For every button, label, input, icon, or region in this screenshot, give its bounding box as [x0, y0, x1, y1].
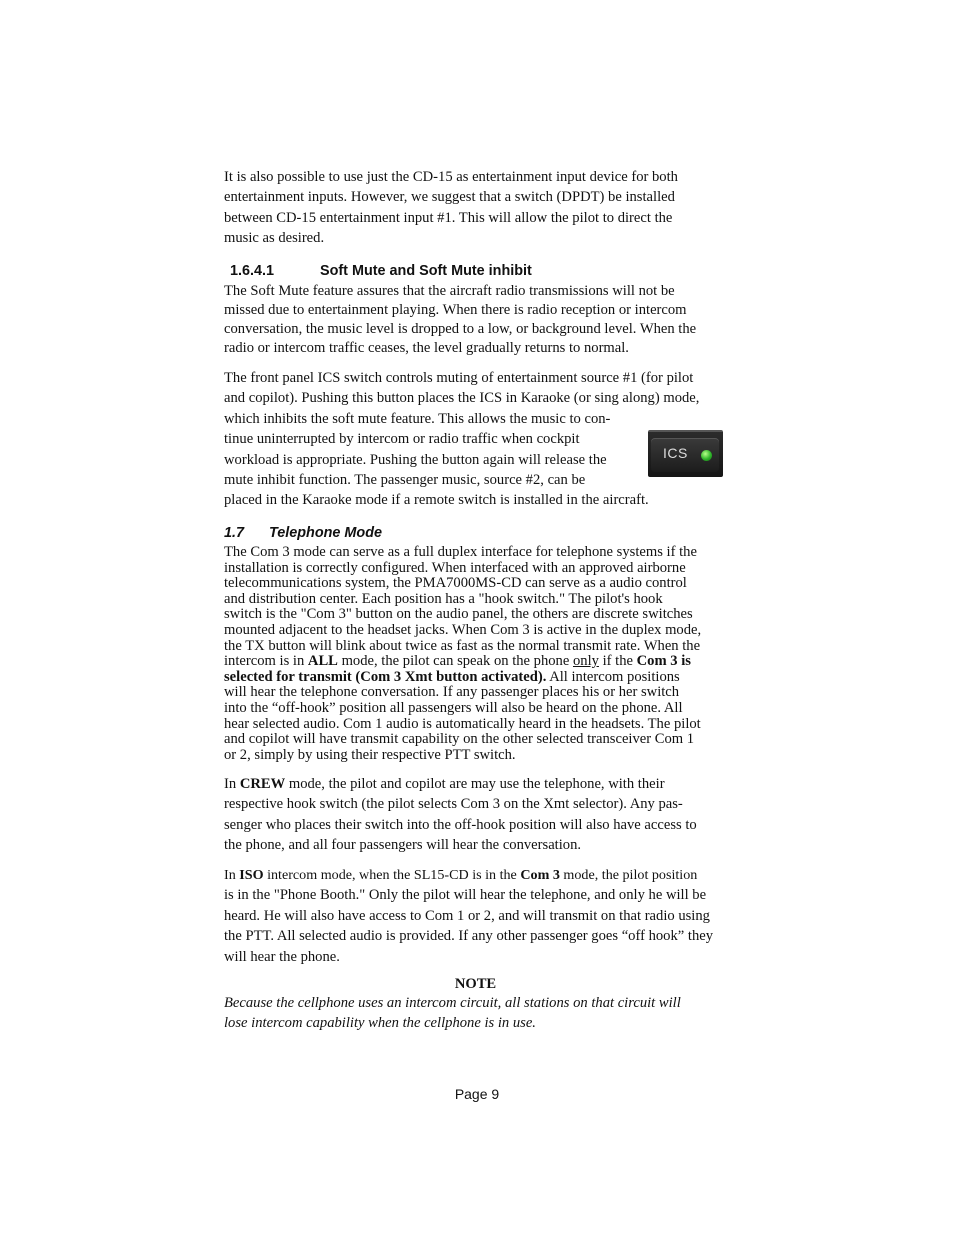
- text-line: installation is correctly configured. When interfaced with an approved airborne: [224, 559, 686, 576]
- text-line: heard. He will also have access to Com 1 or 2, and will transmit on that radio using: [224, 907, 710, 924]
- text-line: the PTT. All selected audio is provided. If any other passenger goes “off hook” they: [224, 928, 714, 945]
- text-run: mode, the pilot can speak on the phone: [337, 653, 573, 670]
- green-led-icon: [701, 450, 712, 461]
- text-line: radio or intercom traffic ceases, the level gradually returns to normal.: [224, 340, 629, 356]
- text-run-bold: ISO: [239, 867, 264, 883]
- section-heading-telephone: [224, 525, 382, 541]
- page-number: Page 9: [454, 1086, 500, 1102]
- text-line: The front panel ICS switch controls muting of entertainment source #1 (for pilot: [224, 370, 694, 386]
- text-line: mounted adjacent to the headset jacks. When Com 3 is active in the duplex mode,: [224, 621, 702, 638]
- text-run: mode, the pilot position: [559, 867, 698, 883]
- text-line: It is also possible to use just the CD-15 as entertainment input device for both: [224, 169, 678, 185]
- text-line: [224, 865, 727, 885]
- text-line: music as desired.: [224, 230, 325, 247]
- text-line: and copilot will have transmit capability on the other selected transceiver Com 1: [224, 731, 695, 748]
- text-line: [224, 670, 727, 686]
- text-line: [224, 654, 727, 670]
- text-run-bold: Com 3 is: [636, 653, 691, 670]
- text-line: the TX button will blink about twice as fast as the normal transmit rate. When the: [224, 637, 701, 654]
- text-line: placed in the Karaoke mode if a remote switch is installed in the aircraft.: [224, 492, 649, 509]
- text-line: telecommunications system, the PMA7000MS-CD can serve as a audio control: [224, 575, 687, 592]
- telephone-paragraph-2: [224, 774, 727, 856]
- note-title: NOTE: [454, 976, 497, 992]
- text-run: In: [224, 776, 240, 792]
- text-line: [224, 774, 727, 794]
- text-run: intercom mode, when the SL15-CD is in the: [263, 867, 521, 883]
- text-line: between CD-15 entertainment input #1. This will allow the pilot to direct the: [224, 209, 673, 226]
- note-body: [224, 994, 727, 1033]
- text-run: intercom is in: [224, 653, 308, 670]
- telephone-paragraph-3: [224, 865, 727, 967]
- soft-mute-paragraph-1: [224, 282, 727, 358]
- telephone-paragraph-1: [224, 545, 727, 763]
- text-line: The Com 3 mode can serve as a full duplex interface for telephone systems if the: [224, 544, 697, 560]
- text-line: missed due to entertainment playing. When there is radio reception or intercom: [224, 302, 687, 318]
- section-number: 1.6.4.1: [230, 263, 275, 279]
- text-run-underline: only: [572, 653, 599, 670]
- text-line: mute inhibit function. The passenger music, source #2, can be: [224, 472, 586, 489]
- text-run: if the: [598, 653, 637, 670]
- text-line: switch is the "Com 3" button on the audio panel, the others are discrete switches: [224, 606, 693, 623]
- text-line: into the “off-hook” position all passengers will also be heard on the phone. All: [224, 699, 683, 716]
- text-line: entertainment inputs. However, we suggest that a switch (DPDT) be installed: [224, 189, 675, 206]
- ics-button-image: [648, 430, 723, 477]
- text-run-bold: ALL: [307, 653, 338, 670]
- text-line: hear selected audio. Com 1 audio is automatically heard in the headsets. The pilot: [224, 715, 701, 732]
- intro-paragraph: [224, 167, 727, 249]
- text-run-bold: CREW: [239, 776, 286, 792]
- section-title: Telephone Mode: [269, 525, 382, 541]
- text-line: which inhibits the soft mute feature. This allows the music to con-: [224, 410, 611, 427]
- text-run: In: [224, 867, 240, 883]
- text-line: or 2, simply by using their respective PTT switch.: [224, 746, 516, 763]
- text-line: will hear the phone.: [224, 948, 340, 965]
- text-line: tinue uninterrupted by intercom or radio traffic when cockpit: [224, 431, 580, 448]
- text-line: The Soft Mute feature assures that the aircraft radio transmissions will not be: [224, 283, 675, 299]
- text-line: respective hook switch (the pilot selects Com 3 on the Xmt selector). Any pas-: [224, 796, 683, 813]
- text-run: All intercom positions: [546, 668, 680, 685]
- text-line: is in the "Phone Booth." Only the pilot will hear the telephone, and only he will be: [224, 887, 707, 904]
- text-line: and copilot). Pushing this button places the ICS in Karaoke (or sing along) mode,: [224, 390, 700, 407]
- text-line: and distribution center. Each position has a "hook switch." The pilot's hook: [224, 590, 663, 607]
- text-run: mode, the pilot and copilot are may use the telephone, with their: [285, 776, 665, 792]
- section-number: 1.7: [224, 525, 245, 541]
- text-line: lose intercom capability when the cellphone is in use.: [224, 1014, 536, 1031]
- text-line: workload is appropriate. Pushing the button again will release the: [224, 451, 607, 468]
- section-heading-soft-mute: [230, 263, 532, 279]
- text-line: the phone, and all four passengers will hear the conversation.: [224, 837, 582, 854]
- text-line: will hear the telephone conversation. If any passenger places his or her switch: [224, 684, 680, 701]
- text-run-bold: selected for transmit (Com 3 Xmt button activated).: [224, 668, 547, 685]
- ics-button-label: ICS: [663, 445, 688, 461]
- text-line: conversation, the music level is dropped to a low, or background level. When the: [224, 321, 697, 337]
- text-run-bold: Com 3: [520, 867, 560, 883]
- ics-button: [651, 438, 719, 472]
- section-title: Soft Mute and Soft Mute inhibit: [320, 263, 532, 279]
- text-line: senger who places their switch into the off-hook position will also have access to: [224, 816, 697, 833]
- text-line: Because the cellphone uses an intercom circuit, all stations on that circuit will: [224, 995, 681, 1011]
